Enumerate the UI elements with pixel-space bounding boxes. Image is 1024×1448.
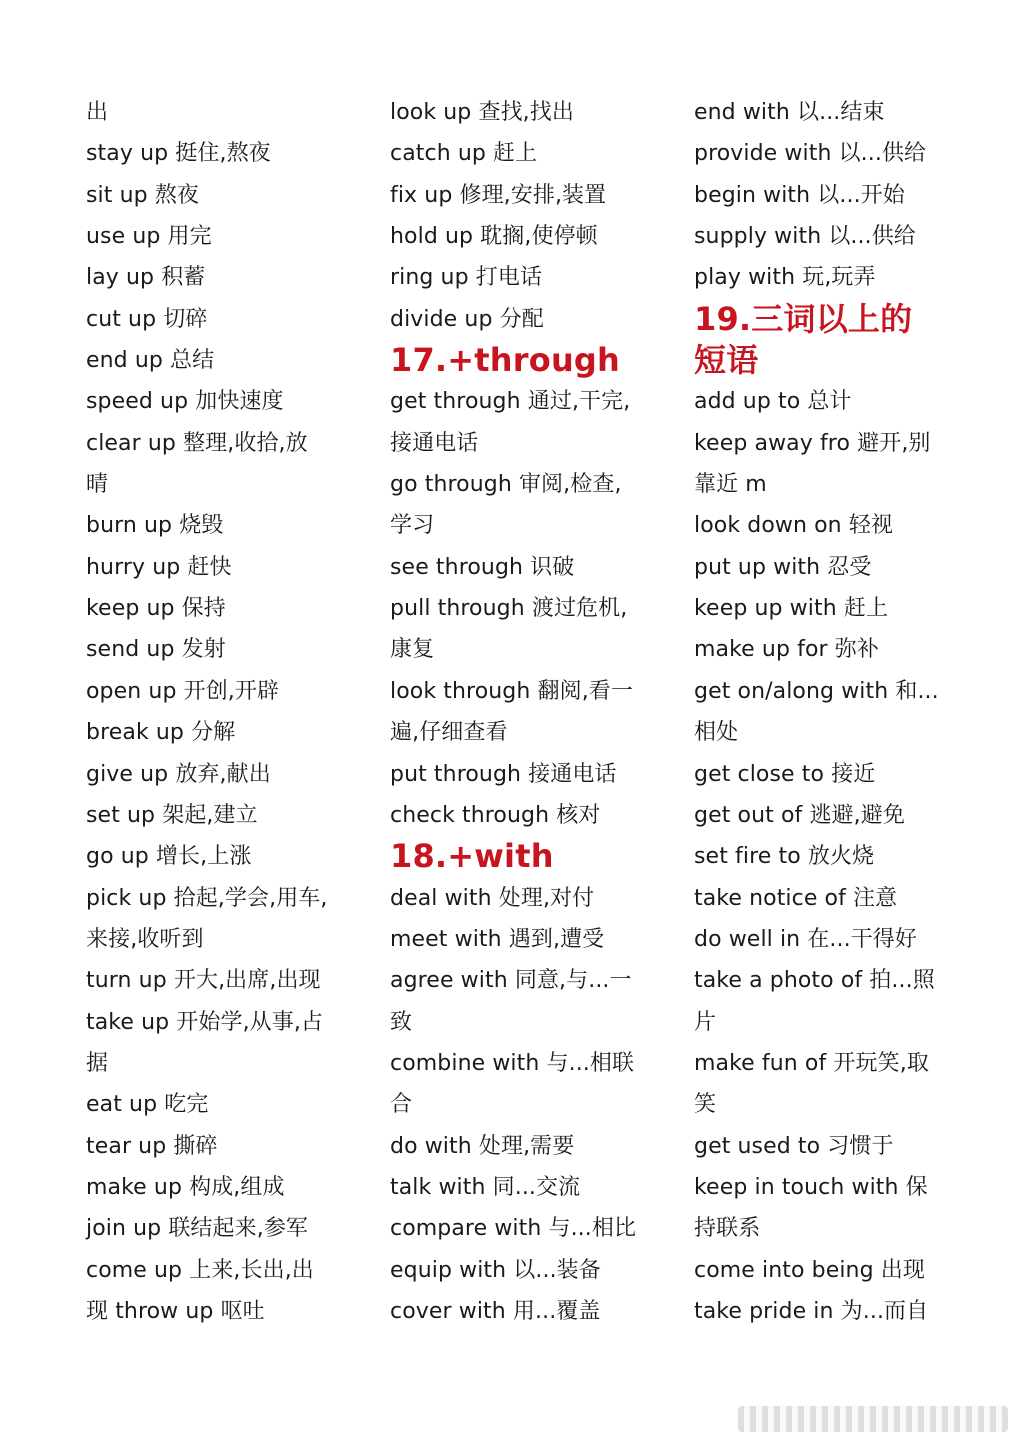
phrase-line: look up 查找,找出: [390, 100, 574, 125]
phrase-line: break up 分解: [86, 720, 236, 746]
phrase-line: make up 构成,组成: [86, 1174, 285, 1200]
phrase-line: 晴: [86, 472, 109, 498]
phrase-line: catch up 赶上: [390, 141, 538, 167]
phrase-line: go up 增长,上涨: [86, 844, 252, 870]
phrase-line: see through 识破: [390, 554, 575, 580]
section-heading: 短语: [694, 341, 759, 380]
phrase-line: do well in 在...干得好: [694, 926, 917, 952]
phrase-line: come up 上来,长出,出: [86, 1257, 314, 1283]
phrase-line: 学习: [390, 513, 435, 539]
column-3: [694, 92, 944, 1332]
phrase-line: open up 开创,开辟: [86, 678, 280, 704]
phrase-line: put through 接通电话: [390, 761, 617, 787]
phrase-line: make fun of 开玩笑,取: [694, 1050, 929, 1076]
phrase-line: pick up 拾起,学会,用车,: [86, 885, 328, 911]
phrase-line: get on/along with 和...: [694, 678, 939, 704]
phrase-line: 片: [694, 1009, 717, 1035]
phrase-line: 来接,收听到: [86, 926, 204, 952]
phrase-line: 致: [390, 1009, 413, 1035]
phrase-line: come into being 出现: [694, 1257, 925, 1283]
phrase-line: compare with 与...相比: [390, 1216, 637, 1242]
phrase-line: divide up 分配: [390, 306, 544, 332]
phrase-line: keep away fro 避开,别: [694, 430, 931, 456]
phrase-line: ring up 打电话: [390, 265, 543, 291]
phrase-line: hurry up 赶快: [86, 554, 232, 580]
phrase-line: 合: [390, 1092, 413, 1118]
column-1: [86, 92, 386, 1332]
phrase-line: 相处: [694, 720, 739, 746]
phrase-line: 据: [86, 1050, 109, 1076]
phrase-line: 笑: [694, 1092, 717, 1118]
phrase-line: do with 处理,需要: [390, 1133, 575, 1159]
phrase-line: go through 审阅,检查,: [390, 472, 622, 498]
phrase-line: get through 通过,干完,: [390, 389, 631, 415]
phrase-line: combine with 与...相联: [390, 1050, 635, 1076]
phrase-line: cut up 切碎: [86, 306, 208, 332]
phrase-line: 现 throw up 呕吐: [86, 1298, 265, 1324]
phrase-line: take pride in 为...而自: [694, 1298, 929, 1324]
phrase-line: sit up 熬夜: [86, 182, 199, 208]
phrase-line: take up 开始学,从事,占: [86, 1009, 324, 1035]
phrase-line: speed up 加快速度: [86, 389, 284, 415]
phrase-line: look down on 轻视: [694, 513, 894, 539]
watermark-strip: [738, 1406, 1008, 1432]
phrase-line: keep up 保持: [86, 596, 226, 622]
phrase-line: add up to 总计: [694, 389, 852, 415]
phrase-line: check through 核对: [390, 802, 601, 828]
phrase-line: get used to 习惯于: [694, 1133, 894, 1159]
phrase-line: begin with 以...开始: [694, 182, 905, 208]
phrase-line: play with 玩,玩弄: [694, 265, 876, 291]
phrase-line: talk with 同...交流: [390, 1174, 581, 1200]
phrase-line: 靠近 m: [694, 472, 767, 498]
phrase-line: 出: [86, 100, 109, 125]
phrase-line: 遍,仔细查看: [390, 720, 508, 746]
phrase-line: give up 放弃,献出: [86, 761, 271, 787]
column-2: [390, 92, 690, 1332]
phrase-line: stay up 挺住,熬夜: [86, 141, 271, 167]
phrase-line: get out of 逃避,避免: [694, 802, 905, 828]
phrase-line: put up with 忍受: [694, 554, 872, 580]
phrase-line: take notice of 注意: [694, 885, 898, 911]
section-heading: 18.+with: [390, 837, 554, 876]
phrase-line: keep up with 赶上: [694, 596, 889, 622]
phrase-line: set up 架起,建立: [86, 802, 258, 828]
phrase-line: use up 用完: [86, 224, 212, 250]
phrase-line: burn up 烧毁: [86, 513, 224, 539]
phrase-line: look through 翻阅,看一: [390, 678, 633, 704]
phrase-line: fix up 修理,安排,装置: [390, 182, 607, 208]
phrase-line: deal with 处理,对付: [390, 885, 595, 911]
phrase-line: send up 发射: [86, 637, 226, 663]
section-heading: 17.+through: [390, 341, 621, 380]
phrase-line: end up 总结: [86, 348, 215, 374]
phrase-line: cover with 用...覆盖: [390, 1298, 601, 1324]
phrase-line: end with 以...结束: [694, 100, 885, 125]
section-heading: 19.三词以上的: [694, 299, 913, 338]
phrase-line: hold up 耽搁,使停顿: [390, 224, 598, 250]
phrase-line: lay up 积蓄: [86, 265, 206, 291]
phrase-line: keep in touch with 保: [694, 1174, 928, 1200]
phrase-line: meet with 遇到,遭受: [390, 926, 605, 952]
phrase-line: provide with 以...供给: [694, 141, 927, 167]
phrase-line: turn up 开大,出席,出现: [86, 968, 321, 994]
phrase-line: join up 联结起来,参军: [86, 1216, 309, 1242]
phrase-line: 康复: [390, 637, 435, 663]
phrase-line: make up for 弥补: [694, 637, 879, 663]
phrase-line: get close to 接近: [694, 761, 876, 787]
phrase-line: supply with 以...供给: [694, 224, 916, 250]
phrase-line: eat up 吃完: [86, 1092, 209, 1118]
phrase-line: 持联系: [694, 1216, 761, 1242]
phrase-line: equip with 以...装备: [390, 1257, 601, 1283]
phrase-line: tear up 撕碎: [86, 1133, 218, 1159]
phrase-line: pull through 渡过危机,: [390, 596, 628, 622]
phrase-line: set fire to 放火烧: [694, 844, 875, 870]
phrase-line: agree with 同意,与...一: [390, 968, 632, 994]
phrase-line: clear up 整理,收拾,放: [86, 430, 308, 456]
phrase-line: 接通电话: [390, 430, 479, 456]
phrase-line: take a photo of 拍...照: [694, 968, 935, 994]
